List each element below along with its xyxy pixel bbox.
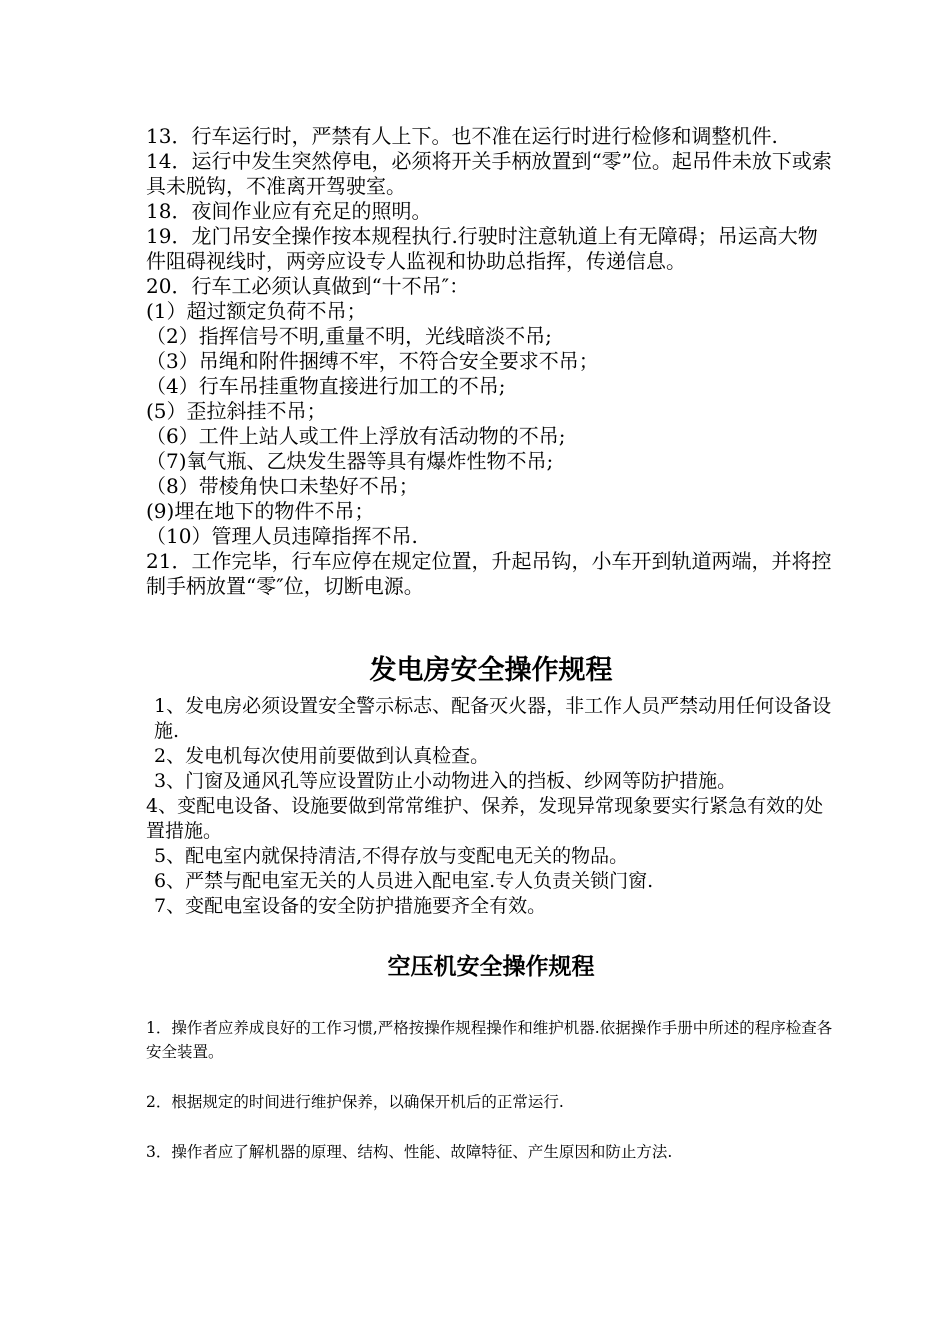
ten-no-lift-10: （10）管理人员违障指挥不吊. xyxy=(146,524,418,548)
generator-rule-2: 2、发电机每次使用前要做到认真检查。 xyxy=(154,745,490,767)
ten-no-lift-9: (9)埋在地下的物件不吊； xyxy=(146,499,375,523)
ten-no-lift-6: （6）工件上站人或工件上浮放有活动物的不吊; xyxy=(146,424,566,448)
generator-rule-1: 1、发电房必须设置安全警示标志、配备灭火器，非工作人员严禁动用任何设备设施. xyxy=(154,695,832,742)
generator-room-rules xyxy=(146,694,836,919)
ten-no-lift-3: （3）吊绳和附件捆缚不牢，不符合安全要求不吊； xyxy=(146,349,599,373)
crane-rules-continued xyxy=(146,124,836,599)
compressor-rule-1: 1．操作者应养成良好的工作习惯,严格按操作规程操作和维护机器.依据操作手册中所述的程序检查各安全装置。 xyxy=(146,1019,833,1061)
generator-room-title: 发电房安全操作规程 xyxy=(369,655,613,686)
ten-no-lift-2: （2）指挥信号不明,重量不明，光线暗淡不吊; xyxy=(146,324,552,348)
rule-13: 13．行车运行时，严禁有人上下。也不准在运行时进行检修和调整机件. xyxy=(146,124,778,148)
compressor-rule-2: 2．根据规定的时间进行维护保养，以确保开机后的正常运行. xyxy=(146,1093,564,1111)
ten-no-lift-8: （8）带棱角快口未垫好不吊； xyxy=(146,474,419,498)
air-compressor-title: 空压机安全操作规程 xyxy=(387,953,595,980)
compressor-rule-3: 3．操作者应了解机器的原理、结构、性能、故障特征、产生原因和防止方法. xyxy=(146,1143,673,1161)
ten-no-lift-4: （4）行车吊挂重物直接进行加工的不吊; xyxy=(146,374,506,398)
generator-rule-6: 6、严禁与配电室无关的人员进入配电室.专人负责关锁门窗. xyxy=(154,870,654,892)
generator-rule-7: 7、变配电室设备的安全防护措施要齐全有效。 xyxy=(154,895,547,917)
generator-rule-5: 5、配电室内就保持清洁,不得存放与变配电无关的物品。 xyxy=(154,845,629,867)
rule-21: 21．工作完毕，行车应停在规定位置，升起吊钩，小车开到轨道两端，并将控制手柄放置“零″位，切断电源。 xyxy=(146,549,832,598)
generator-rule-4: 4、变配电设备、设施要做到常常维护、保养，发现异常现象要实行紧急有效的处置措施。 xyxy=(146,795,824,842)
rule-20: 20．行车工必须认真做到“十不吊″： xyxy=(146,274,470,298)
air-compressor-rules xyxy=(146,1016,836,1190)
rule-19: 19．龙门吊安全操作按本规程执行.行驶时注意轨道上有无障碍；吊运高大物件阻碍视线时，两旁应设专人监视和协助总指挥，传递信息。 xyxy=(146,224,818,273)
rule-14: 14．运行中发生突然停电，必须将开关手柄放置到“零”位。起吊件未放下或索具未脱钩，不准离开驾驶室。 xyxy=(146,149,832,198)
ten-no-lift-7: （7)氧气瓶、乙炔发生器等具有爆炸性物不吊; xyxy=(146,449,554,473)
ten-no-lift-5: (5）歪拉斜挂不吊； xyxy=(146,399,327,423)
ten-no-lift-1: (1）超过额定负荷不吊； xyxy=(146,299,367,323)
rule-18: 18．夜间作业应有充足的照明。 xyxy=(146,199,432,223)
generator-rule-3: 3、门窗及通风孔等应设置防止小动物进入的挡板、纱网等防护措施。 xyxy=(154,770,737,792)
